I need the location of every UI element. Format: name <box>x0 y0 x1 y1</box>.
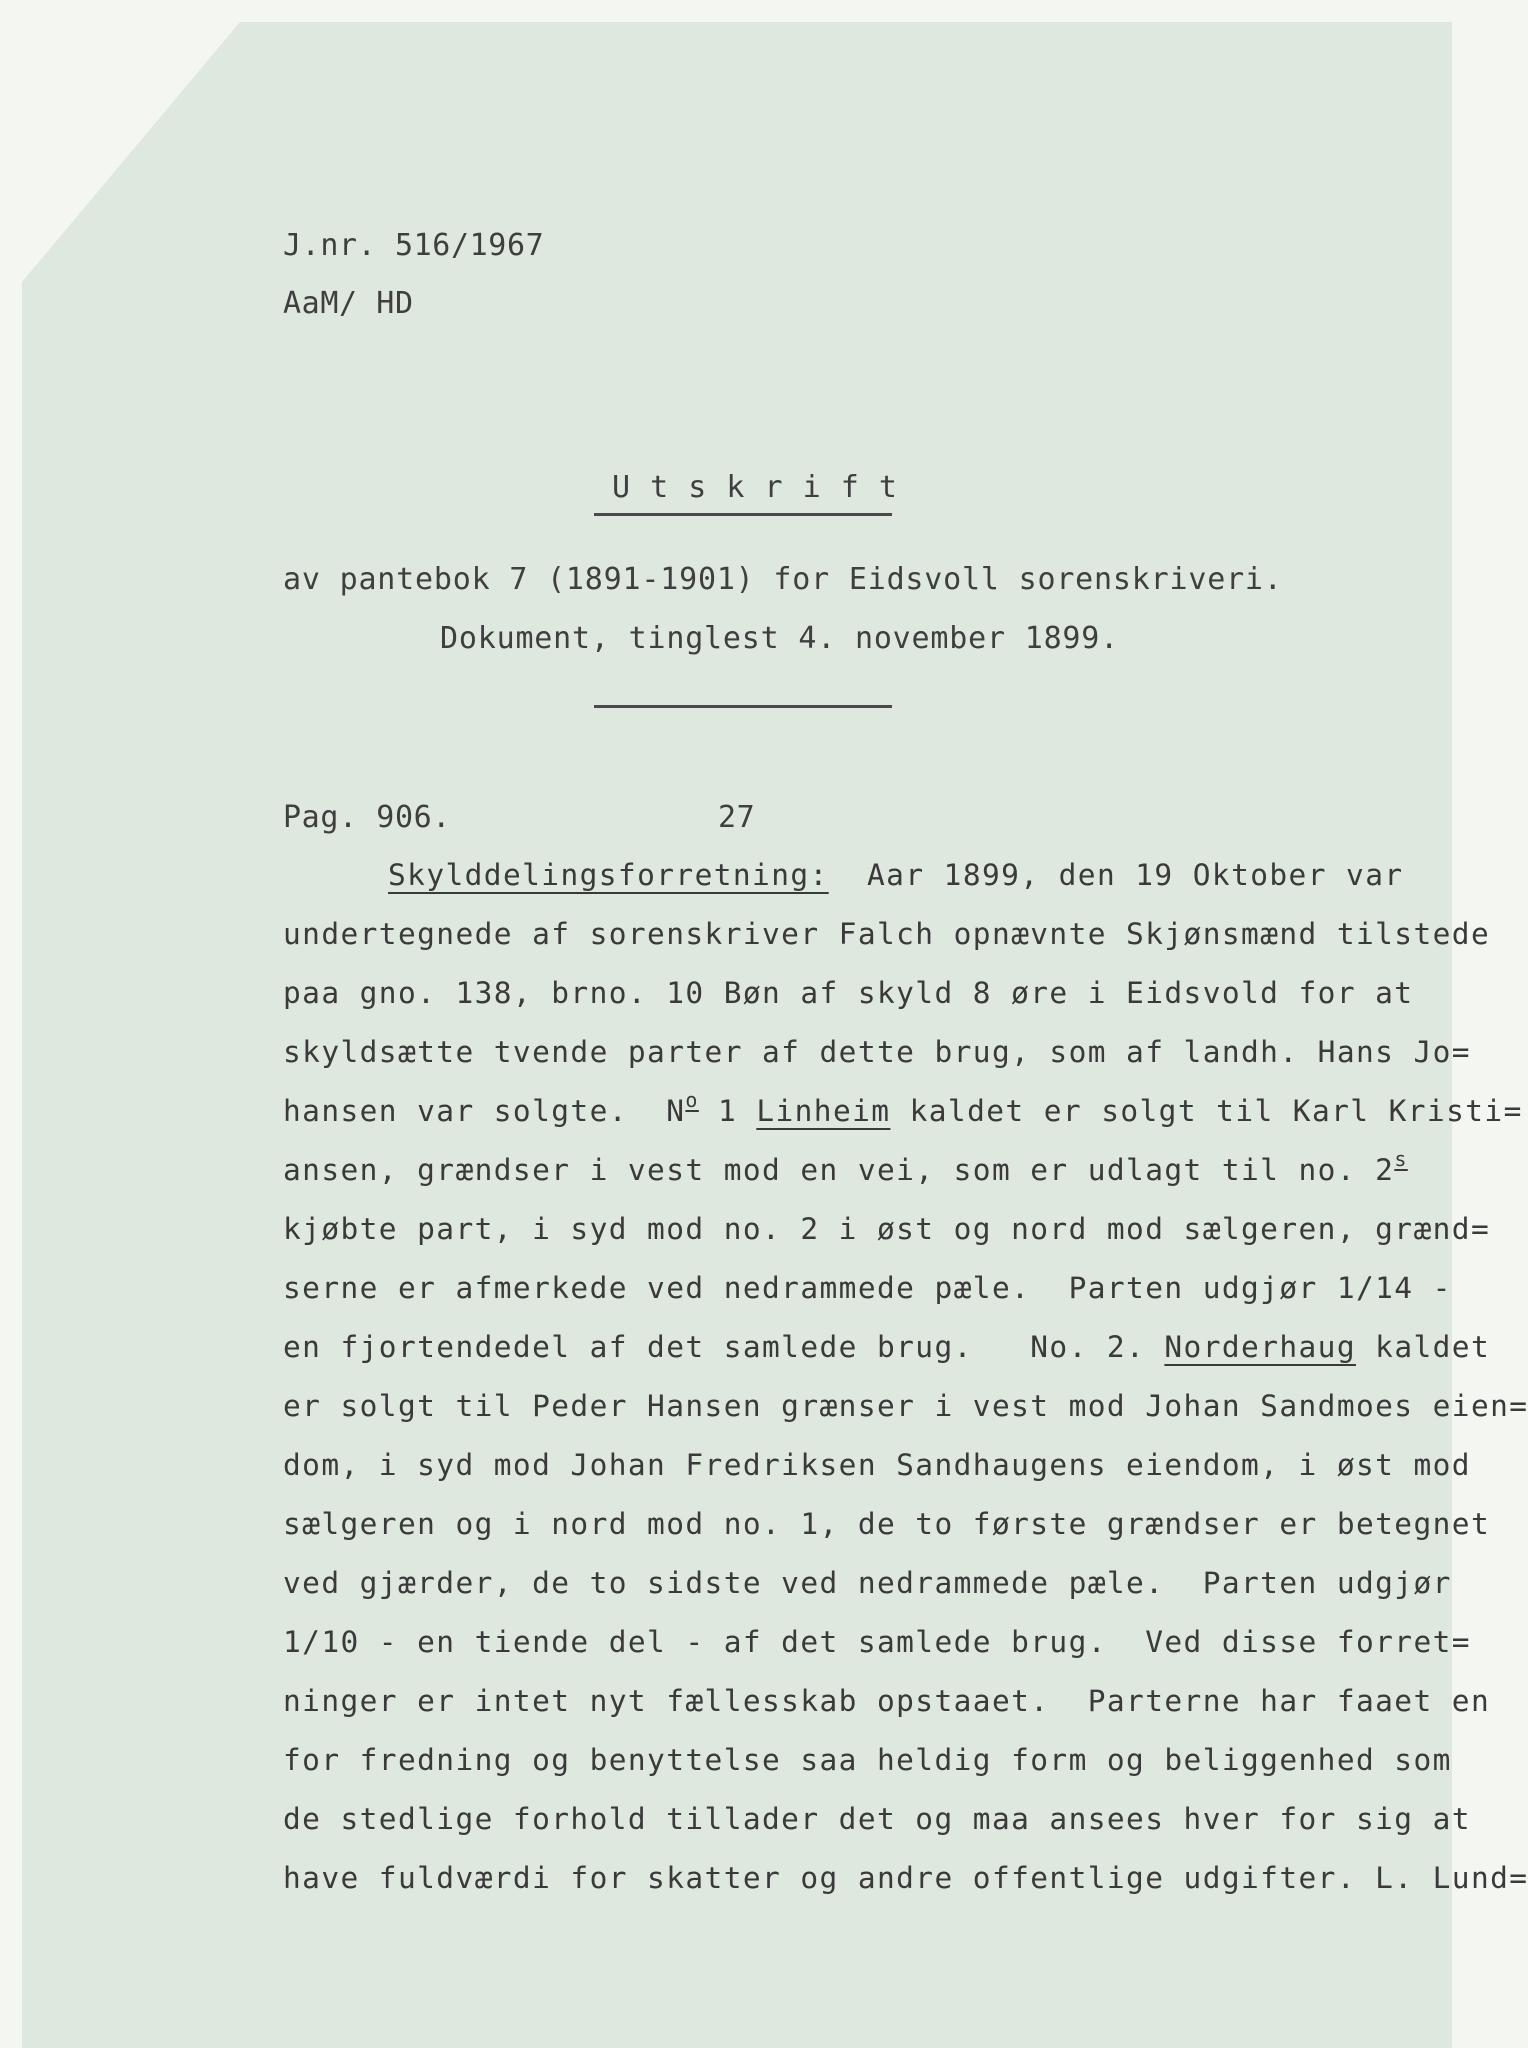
body-line-5-b: 1 <box>698 1094 757 1128</box>
body-line-7: kjøbte part, i syd mod no. 2 i øst og nord mod sælgeren, grænd= <box>283 1212 1491 1246</box>
source-line: av pantebok 7 (1891-1901) for Eidsvoll sorenskriveri. <box>283 562 1283 597</box>
document-title: U t s k r i f t <box>612 470 898 505</box>
journal-number: J.nr. 516/1967 <box>283 228 545 263</box>
title-underline <box>594 513 892 516</box>
number-superscript: o <box>685 1088 699 1112</box>
body-line-16: for fredning og benyttelse saa heldig form og beliggenhed som <box>283 1743 1452 1777</box>
body-line-13: ved gjærder, de to sidste ved nedrammede pæle. Parten udgjør <box>283 1566 1452 1600</box>
ordinal-superscript: s <box>1394 1147 1408 1171</box>
body-line-5-c: kaldet er solgt til Karl Kristi= <box>890 1094 1523 1128</box>
body-line-12: sælgeren og i nord mod no. 1, de to første grændser er betegnet <box>283 1507 1491 1541</box>
body-line-2: undertegnede af sorenskriver Falch opnævnte Skjønsmænd tilstede <box>283 917 1491 951</box>
body-line-8: serne er afmerkede ved nedrammede pæle. Parten udgjør 1/14 - <box>283 1271 1452 1305</box>
body-line-9-a: en fjortendedel af det samlede brug. No. 2. <box>283 1330 1165 1364</box>
body-line-3: paa gno. 138, brno. 10 Bøn af skyld 8 øre i Eidsvold for at <box>283 976 1414 1010</box>
section-divider <box>594 705 892 708</box>
body-line-17: de stedlige forhold tillader det og maa ansees hver for sig at <box>283 1802 1471 1836</box>
section-heading: Skylddelingsforretning: <box>388 858 829 892</box>
author-initials: AaM/ HD <box>283 286 414 321</box>
body-line-5 <box>283 1088 1523 1128</box>
property-name-linheim: Linheim <box>756 1094 891 1128</box>
body-line-14: 1/10 - en tiende del - af det samlede brug. Ved disse forret= <box>283 1625 1471 1659</box>
body-line-6-a: ansen, grændser i vest mod en vei, som er udlagt til no. 2 <box>283 1153 1395 1187</box>
property-name-norderhaug: Norderhaug <box>1164 1330 1356 1364</box>
body-line-9 <box>283 1330 1490 1364</box>
body-line-1 <box>388 858 1404 892</box>
body-line-1-text: Aar 1899, den 19 Oktober var <box>828 858 1404 892</box>
document-date-line: Dokument, tinglest 4. november 1899. <box>440 621 1120 656</box>
page-reference: Pag. 906. <box>283 800 451 835</box>
body-line-11: dom, i syd mod Johan Fredriksen Sandhaugens eiendom, i øst mod <box>283 1448 1471 1482</box>
body-line-15: ninger er intet nyt fællesskab opstaaet. Parterne har faaet en <box>283 1684 1491 1718</box>
body-line-9-b: kaldet <box>1356 1330 1491 1364</box>
page-number: 27 <box>718 800 756 835</box>
body-line-6 <box>283 1147 1408 1187</box>
body-line-5-a: hansen var solgte. N <box>283 1094 686 1128</box>
body-line-18: have fuldværdi for skatter og andre offentlige udgifter. L. Lund= <box>283 1861 1528 1895</box>
body-line-4: skyldsætte tvende parter af dette brug, som af landh. Hans Jo= <box>283 1035 1471 1069</box>
body-line-10: er solgt til Peder Hansen grænser i vest mod Johan Sandmoes eien= <box>283 1389 1528 1423</box>
